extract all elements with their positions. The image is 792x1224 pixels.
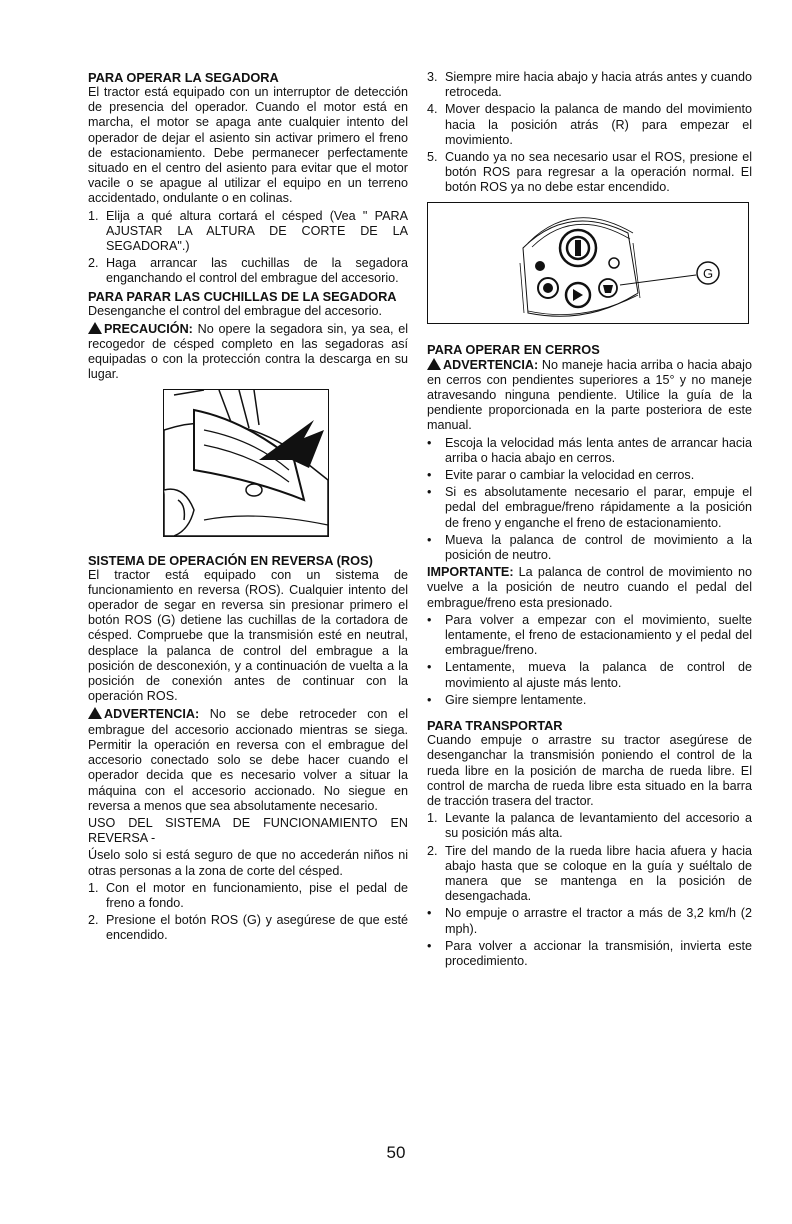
- heading-operate-mower: PARA OPERAR LA SEGADORA: [88, 70, 279, 85]
- spacer: [427, 334, 752, 342]
- transport-bullets-list: [427, 906, 752, 969]
- step-text: Con el motor en funcionamiento, pise el pedal de freno a fondo.: [106, 880, 408, 910]
- page-number: 50: [386, 1143, 406, 1162]
- ros-button-illustration: [427, 202, 749, 324]
- list-item: [427, 693, 752, 708]
- step-number: 1.: [427, 811, 438, 826]
- important-text: La palanca de control de movimiento no vuelve a la posición de neutro cuando el pedal del embrague/freno esta presionado.: [427, 565, 752, 610]
- step-text: Presione el botón ROS (G) y asegúrese de que esté encendido.: [106, 913, 408, 943]
- use-reverse-text: Úselo solo si está seguro de que no accederán niños ni otras personas a la zona de corte del césped.: [88, 848, 408, 878]
- important-bullets-list: [427, 613, 752, 708]
- mower-discharge-illustration: [163, 389, 329, 537]
- list-item: [427, 468, 752, 483]
- list-item: [427, 485, 752, 531]
- bullet: •: [427, 906, 432, 921]
- paragraph-reverse-system: El tractor está equipado con un sistema de funcionamiento en reversa (ROS). Cualquier intento del operador de segar en reversa sin presionar primero el botón ROS (G) detiene las cuchillas de la cortadora de césped. Compruebe que la transmisión esté en neutral, desplace la palanca de control del embrague a la posición de desconexión, y a continuación de vuelta a la posición de conexión antes de continuar con la operación ROS.: [88, 567, 408, 704]
- caution-lead: PRECAUCIÓN:: [104, 321, 193, 336]
- spacer: [427, 710, 752, 718]
- step-number: 5.: [427, 150, 438, 165]
- bullet-text: Para volver a accionar la transmisión, invierta este procedimiento.: [445, 938, 752, 968]
- list-item: [88, 256, 408, 286]
- list-item: [427, 613, 752, 659]
- list-item: [427, 906, 752, 936]
- heading-reverse-system: SISTEMA DE OPERACIÓN EN REVERSA (ROS): [88, 552, 373, 568]
- list-item: [427, 533, 752, 563]
- step-text: Elija a qué altura cortará el césped (Vea " PARA AJUSTAR LA ALTURA DE CORTE DE LA SEGADORA".): [106, 208, 408, 254]
- paragraph-operate-mower: El tractor está equipado con un interruptor de detección de presencia del operador. Cuando el motor está en marcha, el motor se apaga ante cualquier intento del operador de dejar el asiento sin activar primero el freno de estacionamiento. Debe permanecer perfectamente situado en el centro del asiento para evitar que el motor vacile o se apague al utilizar el equipo en un terreno accidentado, ondulante o en colinas.: [88, 85, 408, 206]
- bullet: •: [427, 435, 432, 450]
- right-column: [427, 70, 752, 971]
- bullet-text: Evite parar o cambiar la velocidad en cerros.: [445, 468, 695, 483]
- heading-stop-blades: PARA PARAR LAS CUCHILLAS DE LA SEGADORA: [88, 288, 397, 304]
- list-item: [427, 102, 752, 148]
- bullet-text: Gire siempre lentamente.: [445, 692, 587, 707]
- caution-paragraph: [88, 321, 408, 383]
- bullet-text: No empuje o arrastre el tractor a más de 3,2 km/h (2 mph).: [445, 906, 752, 936]
- warning-text: No maneje hacia arriba o hacia abajo en cerros con pendientes superiores a 15° y no maneje atravesando ninguna pendiente. Utilice la guía de la pendiente proporcionada en la parte posteriora de este manual.: [427, 357, 752, 433]
- step-text: Cuando ya no sea necesario usar el ROS, presione el botón ROS para regresar a la operación normal. El botón ROS ya no debe estar encendido.: [445, 150, 752, 195]
- list-item: [88, 209, 408, 255]
- use-steps-list: [88, 881, 408, 944]
- step-text: Siempre mire hacia abajo y hacia atrás antes y cuando retroceda.: [445, 70, 752, 100]
- step-number: 1.: [88, 208, 99, 223]
- list-item: [427, 70, 752, 100]
- use-reverse-title: USO DEL SISTEMA DE FUNCIONAMIENTO EN REVERSA -: [88, 815, 408, 846]
- important-lead: IMPORTANTE:: [427, 565, 514, 580]
- list-item: [427, 844, 752, 905]
- step-number: 2.: [88, 913, 99, 928]
- transport-steps-list: [427, 811, 752, 904]
- list-item: [427, 436, 752, 466]
- heading-hills: PARA OPERAR EN CERROS: [427, 341, 600, 357]
- left-column: [88, 70, 408, 946]
- warning-triangle-icon: [88, 707, 102, 719]
- mow-steps-list: [88, 209, 408, 287]
- list-item: [427, 660, 752, 690]
- bullet: •: [427, 938, 432, 953]
- hill-bullets-list: [427, 436, 752, 564]
- list-item: [427, 811, 752, 841]
- spacer: [88, 545, 408, 553]
- callout-g-label: G: [702, 265, 714, 281]
- paragraph-transport: Cuando empuje o arrastre su tractor asegúrese de desenganchar la transmisión poniendo el control de la rueda libre en la posición de marcha de rueda libre. El control de marcha de rueda libre esta situado en la barra de tracción trasera del tractor.: [427, 733, 752, 808]
- important-paragraph: [427, 565, 752, 611]
- warning-paragraph: [427, 357, 752, 434]
- warning-text: No se debe retroceder con el embrague del accesorio accionado mientras se siega. Permitir la operación en reversa con el embrague del accesorio conectado solo se debe hacer cuando el operador decida que es necesario volver a situar la máquina con el accesorio accionado. No siegue en reversa a menos que sea absolutamente necesario.: [88, 707, 408, 813]
- warning-lead: ADVERTENCIA:: [104, 707, 200, 722]
- bullet: •: [427, 485, 432, 500]
- list-item: [427, 150, 752, 196]
- bullet: •: [427, 692, 432, 707]
- step-text: Levante la palanca de levantamiento del accesorio a su posición más alta.: [445, 811, 752, 841]
- bullet-text: Escoja la velocidad más lenta antes de arrancar hacia arriba o hacia abajo en cerros.: [445, 435, 752, 465]
- step-number: 4.: [427, 102, 438, 117]
- caution-text: No opere la segadora sin, ya sea, el recogedor de césped completo en las segadoras así equipadas o con la protección contra la descarga en su lugar.: [88, 321, 408, 382]
- step-text: Mover despacio la palanca de mando del movimiento hacia la posición atrás (R) para empezar el movimiento.: [445, 102, 752, 147]
- list-item: [427, 939, 752, 969]
- step-text: Haga arrancar las cuchillas de la segadora enganchando el control del embrague del accesorio.: [106, 256, 408, 286]
- step-text: Tire del mando de la rueda libre hacia afuera y hacia abajo hasta que se coloque en la guía y suéltalo de manera que se mantenga en la posición de desengachada.: [445, 843, 752, 904]
- bullet-text: Mueva la palanca de control de movimiento a la posición de neutro.: [445, 532, 752, 563]
- bullet: •: [427, 660, 432, 675]
- paragraph-stop-blades: Desenganche el control del embrague del accesorio.: [88, 303, 383, 318]
- heading-transport: PARA TRANSPORTAR: [427, 718, 563, 734]
- bullet-text: Si es absolutamente necesario el parar, empuje el pedal del embrague/freno rápidamente a la posición de freno y enganche el freno de estacionamiento.: [445, 485, 752, 530]
- warning-paragraph: [88, 706, 408, 813]
- step-number: 1.: [88, 880, 99, 895]
- warning-lead: ADVERTENCIA:: [443, 357, 539, 372]
- warning-triangle-icon: [427, 358, 441, 370]
- bullet-text: Para volver a empezar con el movimiento, suelte lentamente, el freno de estacionamiento y el pedal del embrague/freno.: [445, 612, 752, 658]
- ignition-panel-icon: [428, 203, 748, 323]
- bullet: •: [427, 612, 432, 627]
- step-number: 2.: [427, 843, 438, 858]
- step-number: 2.: [88, 256, 99, 271]
- warning-triangle-icon: [88, 322, 102, 334]
- ros-steps-list: [427, 70, 752, 196]
- step-number: 3.: [427, 70, 438, 84]
- bullet: •: [427, 532, 432, 547]
- list-item: [88, 913, 408, 943]
- list-item: [88, 881, 408, 911]
- bullet-text: Lentamente, mueva la palanca de control de movimiento al ajuste más lento.: [445, 660, 752, 690]
- mower-deck-icon: [164, 390, 328, 536]
- bullet: •: [427, 468, 432, 483]
